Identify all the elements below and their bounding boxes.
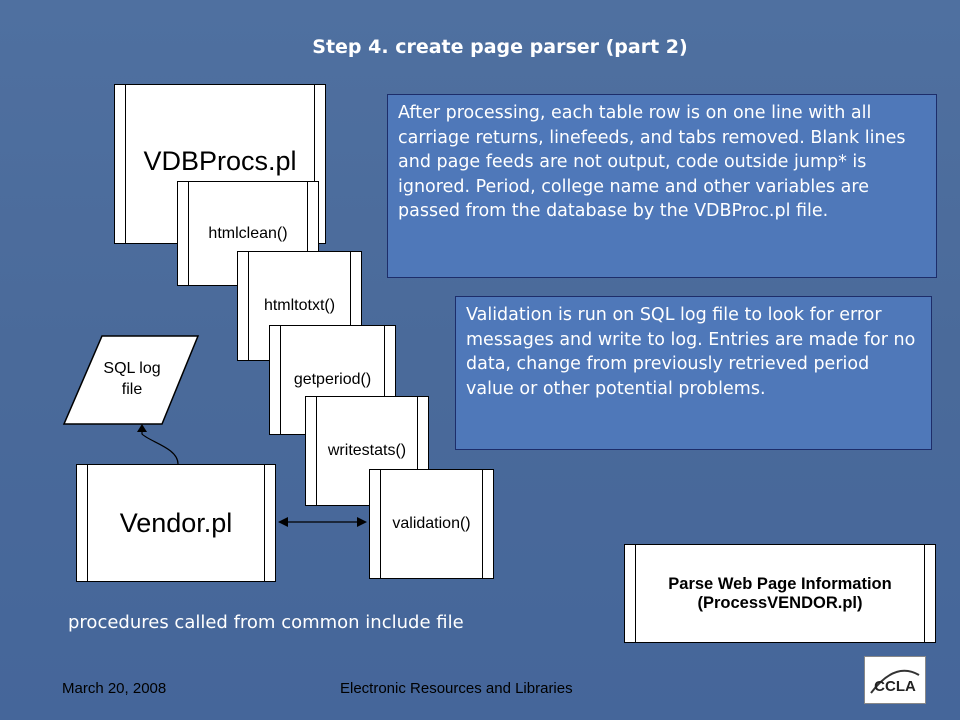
connector-arrowhead-left: [278, 517, 288, 527]
processing-note: After processing, each table row is on one line with all carriage returns, linefeeds, and tabs removed. Blank lines and page feeds are not output, code outside jump* is ignored. Period, college name and other variables are passed from the database by the VDBProc.pl file.: [387, 94, 937, 278]
sql-log-label: SQL log file: [103, 360, 161, 398]
parse-box-line2: (ProcessVENDOR.pl): [697, 593, 863, 612]
htmlclean-label: htmlclean(): [208, 224, 288, 242]
vendor-to-log-arrow: [142, 426, 178, 464]
connector-arrowhead-right: [357, 517, 367, 527]
footer-center: Electronic Resources and Libraries: [340, 680, 573, 697]
ccla-logo-text: CCLA: [874, 678, 916, 695]
footer-date: March 20, 2008: [62, 680, 167, 697]
parse-web-page-box: [624, 544, 936, 643]
validation-label: validation(): [392, 515, 471, 532]
procedures-caption: procedures called from common include file: [68, 612, 464, 633]
vdbprocs-label: VDBProcs.pl: [143, 146, 297, 176]
getperiod-label: getperiod(): [293, 371, 372, 388]
vendor-to-log-arrowhead: [137, 424, 147, 432]
ccla-logo: [864, 656, 926, 704]
ccla-logo-mark: [865, 657, 925, 703]
slide-title: Step 4. create page parser (part 2): [312, 36, 688, 58]
validation-note: Validation is run on SQL log file to look for error messages and write to log. Entries are made for no data, change from previously retrieved period value or other potential problems.: [455, 296, 932, 450]
parse-box-line1: Parse Web Page Information: [668, 574, 892, 593]
vendor-label: Vendor.pl: [119, 507, 233, 538]
writestats-label: writestats(): [327, 442, 407, 459]
htmltotxt-label: htmltotxt(): [263, 297, 336, 314]
